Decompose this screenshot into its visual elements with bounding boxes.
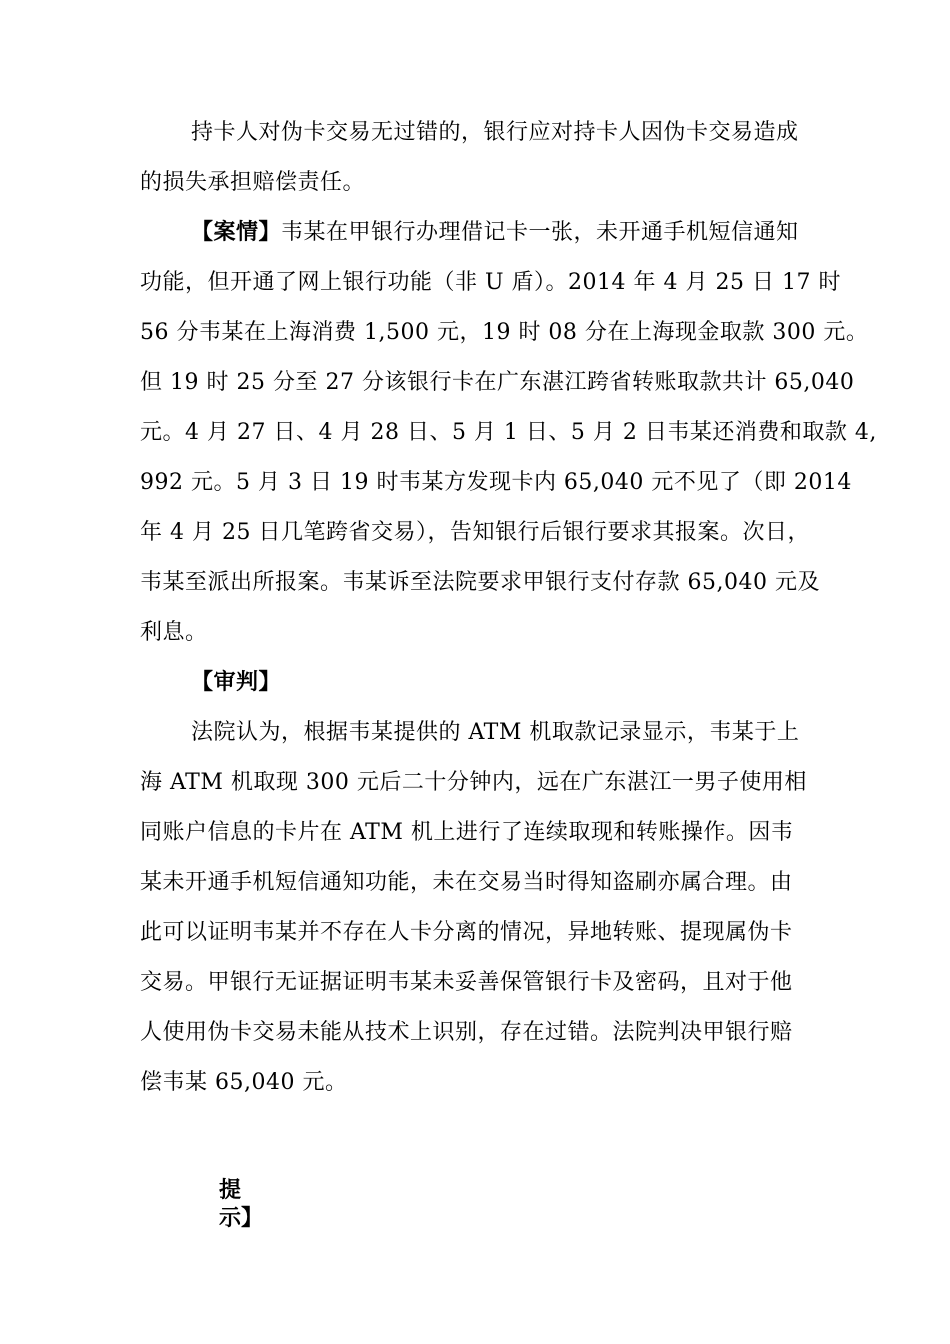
intro-line-2: 的损失承担赔偿责任。 xyxy=(140,170,366,195)
judgment-line-7: 人使用伪卡交易未能从技术上识别，存在过错。法院判决甲银行赔 xyxy=(140,1020,793,1045)
judgment-line-6: 交易。甲银行无证据证明韦某未妥善保管银行卡及密码，且对于他 xyxy=(140,970,793,995)
hint-heading-line-2: 示】 xyxy=(219,1206,264,1231)
case-line-7: 年 4 月 25 日几笔跨省交易），告知银行后银行要求其报案。次日， xyxy=(140,520,810,545)
case-line-8: 韦某至派出所报案。韦某诉至法院要求甲银行支付存款 65,040 元及 xyxy=(140,570,820,595)
intro-line-1: 持卡人对伪卡交易无过错的，银行应对持卡人因伪卡交易造成 xyxy=(191,120,799,145)
judgment-line-1: 法院认为，根据韦某提供的 ATM 机取款记录显示，韦某于上 xyxy=(191,720,800,745)
hint-heading-line-1: 提 xyxy=(219,1178,242,1203)
judgment-line-8: 偿韦某 65,040 元。 xyxy=(140,1070,348,1095)
judgment-line-3: 同账户信息的卡片在 ATM 机上进行了连续取现和转账操作。因韦 xyxy=(140,820,794,845)
case-line-2: 功能，但开通了网上银行功能（非 U 盾）。2014 年 4 月 25 日 17 时 xyxy=(140,270,841,295)
case-heading: 【案情】 xyxy=(191,220,282,245)
case-line-4: 但 19 时 25 分至 27 分该银行卡在广东湛江跨省转账取款共计 65,040 xyxy=(140,370,855,395)
judgment-heading: 【审判】 xyxy=(191,670,282,695)
case-line-9: 利息。 xyxy=(140,620,208,645)
case-line-5: 元。4 月 27 日、4 月 28 日、5 月 1 日、5 月 2 日韦某还消费和取款 4, xyxy=(140,420,877,445)
case-line-1: 韦某在甲银行办理借记卡一张，未开通手机短信通知 xyxy=(281,220,799,245)
judgment-line-2: 海 ATM 机取现 300 元后二十分钟内，远在广东湛江一男子使用相 xyxy=(140,770,807,795)
case-line-3: 56 分韦某在上海消费 1,500 元，19 时 08 分在上海现金取款 300 元。 xyxy=(140,320,869,345)
judgment-line-4: 某未开通手机短信通知功能，未在交易当时得知盗刷亦属合理。由 xyxy=(140,870,793,895)
case-first-line xyxy=(191,218,799,248)
case-line-6: 992 元。5 月 3 日 19 时韦某方发现卡内 65,040 元不见了（即 2014 xyxy=(140,470,852,495)
judgment-line-5: 此可以证明韦某并不存在人卡分离的情况，异地转账、提现属伪卡 xyxy=(140,920,793,945)
